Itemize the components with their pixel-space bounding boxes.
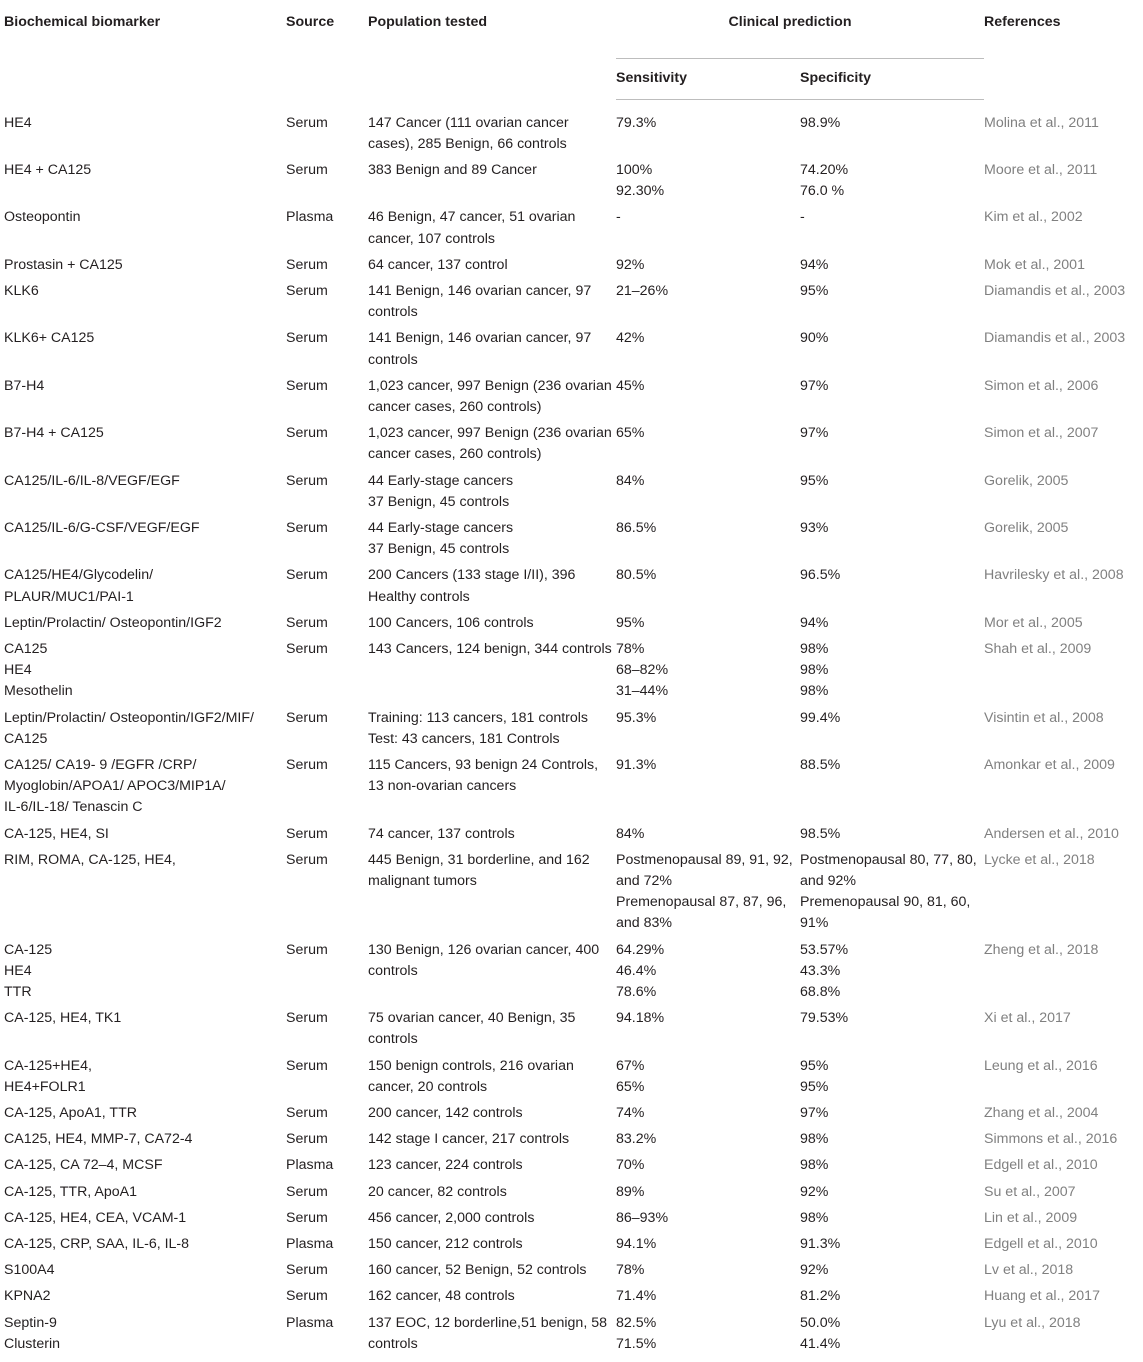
cell-sensitivity: 74% (616, 1105, 645, 1122)
table-body (0, 100, 1143, 1356)
cell-reference: Gorelik, 2005 (984, 472, 1069, 489)
table-row (0, 845, 1143, 935)
cell-population: 20 cancer, 82 controls (368, 1183, 507, 1200)
cell-biomarker: RIM, ROMA, CA-125, HE4, (4, 851, 176, 868)
cell-population: 74 cancer, 137 controls (368, 825, 515, 842)
header-row (0, 0, 1143, 59)
table-row (0, 202, 1143, 249)
cell-population: 456 cancer, 2,000 controls (368, 1209, 535, 1226)
cell-biomarker: Leptin/Prolactin/ Osteopontin/IGF2/MIF/ CA125 (4, 709, 254, 747)
cell-source: Serum (286, 282, 328, 299)
cell-sensitivity: 94.1% (616, 1236, 657, 1253)
cell-population: 160 cancer, 52 Benign, 52 controls (368, 1262, 587, 1279)
cell-reference: Moore et al., 2011 (984, 161, 1098, 178)
cell-population: 130 Benign, 126 ovarian cancer, 400 controls (368, 941, 600, 979)
cell-reference: Edgell et al., 2010 (984, 1236, 1098, 1253)
cell-source: Serum (286, 1010, 328, 1027)
cell-population: 142 stage I cancer, 217 controls (368, 1131, 570, 1148)
cell-specificity: - (800, 209, 805, 226)
cell-population: 141 Benign, 146 ovarian cancer, 97 controls (368, 330, 592, 368)
cell-sensitivity: 79.3% (616, 115, 657, 131)
cell-biomarker: CA-125, CRP, SAA, IL-6, IL-8 (4, 1236, 190, 1253)
cell-reference: Edgell et al., 2010 (984, 1157, 1098, 1174)
cell-population: 150 cancer, 212 controls (368, 1236, 523, 1253)
cell-source: Serum (286, 1057, 328, 1074)
cell-reference: Lv et al., 2018 (984, 1262, 1074, 1279)
cell-population: 1,023 cancer, 997 Benign (236 ovarian cancer cases, 260 controls) (368, 425, 612, 463)
cell-population: 141 Benign, 146 ovarian cancer, 97 controls (368, 282, 592, 321)
cell-population: 100 Cancers, 106 controls (368, 614, 534, 631)
cell-specificity: 96.5% (800, 567, 841, 584)
table-row (0, 634, 1143, 703)
table-row (0, 466, 1143, 513)
cell-reference: Lyu et al., 2018 (984, 1314, 1081, 1331)
cell-specificity: 97% (800, 377, 829, 394)
cell-source: Serum (286, 567, 328, 584)
cell-specificity: 92% (800, 1262, 829, 1279)
cell-source: Serum (286, 640, 328, 657)
table-header (0, 0, 1143, 100)
cell-biomarker: CA125/IL-6/IL-8/VEGF/EGF (4, 472, 180, 489)
cell-source: Serum (286, 1288, 328, 1305)
table-row (0, 750, 1143, 819)
cell-sensitivity: 67% 65% (616, 1057, 645, 1095)
cell-sensitivity: 89% (616, 1183, 645, 1200)
cell-biomarker: B7-H4 + CA125 (4, 425, 104, 442)
cell-biomarker: CA-125+HE4, HE4+FOLR1 (4, 1057, 92, 1095)
cell-specificity: 98% (800, 1157, 829, 1174)
cell-reference: Lin et al., 2009 (984, 1209, 1078, 1226)
cell-sensitivity: 91.3% (616, 756, 657, 773)
table-row (0, 560, 1143, 607)
cell-source: Serum (286, 709, 328, 726)
cell-biomarker: KLK6+ CA125 (4, 330, 95, 347)
cell-sensitivity: 65% (616, 425, 645, 442)
cell-population: 200 cancer, 142 controls (368, 1105, 523, 1122)
cell-sensitivity: 100% 92.30% (616, 161, 665, 200)
table-row (0, 935, 1143, 1004)
cell-reference: Simon et al., 2006 (984, 377, 1099, 394)
cell-biomarker: Septin-9 Clusterin (4, 1314, 60, 1352)
cell-source: Serum (286, 941, 328, 958)
cell-sensitivity: Postmenopausal 89, 91, 92, and 72% Premenopausal 87, 87, 96, and 83% (616, 851, 793, 932)
cell-sensitivity: 45% (616, 377, 645, 394)
cell-source: Serum (286, 1262, 328, 1279)
cell-biomarker: Prostasin + CA125 (4, 256, 123, 273)
table-row (0, 1229, 1143, 1255)
cell-specificity: 92% (800, 1183, 829, 1200)
cell-sensitivity: 78% (616, 1262, 645, 1279)
cell-sensitivity: 95.3% (616, 709, 657, 726)
cell-specificity: 99.4% (800, 709, 841, 726)
cell-reference: Simon et al., 2007 (984, 425, 1099, 442)
cell-population: 1,023 cancer, 997 Benign (236 ovarian cancer cases, 260 controls) (368, 377, 612, 415)
cell-source: Plasma (286, 1236, 334, 1253)
cell-biomarker: HE4 (4, 114, 32, 131)
cell-biomarker: Leptin/Prolactin/ Osteopontin/IGF2 (4, 614, 222, 631)
cell-source: Serum (286, 1131, 328, 1148)
cell-population: 383 Benign and 89 Cancer (368, 161, 537, 178)
cell-specificity: 74.20% 76.0 % (800, 161, 849, 200)
cell-reference: Andersen et al., 2010 (984, 825, 1119, 842)
cell-source: Serum (286, 472, 328, 489)
cell-biomarker: S100A4 (4, 1262, 55, 1279)
cell-reference: Diamandis et al., 2003 (984, 282, 1126, 299)
table-row (0, 100, 1143, 155)
cell-specificity: 97% (800, 1105, 829, 1122)
table-row (0, 1203, 1143, 1229)
table-row (0, 703, 1143, 750)
cell-specificity: 94% (800, 614, 829, 631)
cell-specificity: Postmenopausal 80, 77, 80, and 92% Premenopausal 90, 81, 60, 91% (800, 851, 977, 932)
cell-population: 143 Cancers, 124 benign, 344 controls (368, 640, 612, 657)
cell-sensitivity: 78% 68–82% 31–44% (616, 640, 669, 700)
cell-population: Training: 113 cancers, 181 controls Test: 43 cancers, 181 Controls (368, 709, 589, 747)
cell-reference: Visintin et al., 2008 (984, 709, 1104, 726)
cell-sensitivity: 83.2% (616, 1131, 657, 1148)
cell-population: 44 Early-stage cancers 37 Benign, 45 controls (368, 472, 514, 510)
header-population: Population tested (368, 14, 488, 30)
cell-source: Plasma (286, 209, 334, 226)
cell-specificity: 91.3% (800, 1236, 841, 1253)
cell-biomarker: CA-125, HE4, CEA, VCAM-1 (4, 1209, 187, 1226)
cell-specificity: 95% 95% (800, 1057, 829, 1095)
cell-specificity: 98% 98% 98% (800, 640, 829, 700)
cell-specificity: 98.9% (800, 115, 841, 131)
cell-reference: Gorelik, 2005 (984, 519, 1069, 536)
cell-sensitivity: 95% (616, 614, 645, 631)
cell-source: Serum (286, 1105, 328, 1122)
cell-source: Serum (286, 425, 328, 442)
cell-biomarker: HE4 + CA125 (4, 161, 92, 178)
table-row (0, 276, 1143, 323)
cell-source: Serum (286, 756, 328, 773)
cell-biomarker: CA125, HE4, MMP-7, CA72-4 (4, 1131, 193, 1148)
cell-specificity: 81.2% (800, 1288, 841, 1305)
cell-biomarker: KPNA2 (4, 1288, 51, 1305)
cell-sensitivity: 82.5% 71.5% (616, 1314, 657, 1352)
cell-reference: Simmons et al., 2016 (984, 1131, 1118, 1148)
cell-source: Serum (286, 256, 328, 273)
cell-specificity: 90% (800, 330, 829, 347)
cell-source: Serum (286, 825, 328, 842)
cell-population: 200 Cancers (133 stage I/II), 396 Healthy controls (368, 567, 576, 605)
cell-biomarker: CA125/HE4/Glycodelin/ PLAUR/MUC1/PAI-1 (4, 567, 154, 605)
cell-sensitivity: 64.29% 46.4% 78.6% (616, 941, 665, 1001)
cell-population: 123 cancer, 224 controls (368, 1157, 523, 1174)
cell-reference: Shah et al., 2009 (984, 640, 1092, 657)
cell-population: 150 benign controls, 216 ovarian cancer, 20 controls (368, 1057, 574, 1095)
cell-sensitivity: 86–93% (616, 1209, 669, 1226)
cell-population: 44 Early-stage cancers 37 Benign, 45 controls (368, 519, 514, 558)
cell-population: 445 Benign, 31 borderline, and 162 malignant tumors (368, 851, 590, 889)
cell-biomarker: CA-125, HE4, SI (4, 825, 109, 842)
cell-reference: Amonkar et al., 2009 (984, 756, 1115, 773)
cell-sensitivity: - (616, 209, 621, 226)
cell-sensitivity: 84% (616, 825, 645, 842)
cell-source: Serum (286, 377, 328, 394)
table-row (0, 819, 1143, 845)
table-row (0, 1051, 1143, 1098)
cell-biomarker: CA-125, HE4, TK1 (4, 1010, 122, 1027)
cell-biomarker: CA-125 HE4 TTR (4, 941, 53, 1001)
cell-biomarker: B7-H4 (4, 377, 45, 394)
cell-population: 137 EOC, 12 borderline,51 benign, 58 controls (368, 1314, 607, 1352)
table-row (0, 155, 1143, 202)
cell-source: Serum (286, 330, 328, 347)
table-row (0, 1124, 1143, 1150)
cell-sensitivity: 94.18% (616, 1010, 665, 1027)
cell-biomarker: CA125/ CA19- 9 /EGFR /CRP/ Myoglobin/APOA1/ APOC3/MIP1A/ IL-6/IL-18/ Tenascin C (4, 756, 226, 816)
cell-source: Serum (286, 851, 328, 868)
table-row (0, 1003, 1143, 1050)
cell-population: 75 ovarian cancer, 40 Benign, 35 controls (368, 1010, 576, 1048)
cell-specificity: 98% (800, 1209, 829, 1226)
cell-specificity: 88.5% (800, 756, 841, 773)
cell-reference: Diamandis et al., 2003 (984, 330, 1126, 347)
cell-reference: Kim et al., 2002 (984, 209, 1083, 226)
header-biomarker: Biochemical biomarker (4, 14, 161, 30)
cell-source: Serum (286, 114, 328, 131)
cell-source: Plasma (286, 1157, 334, 1174)
cell-specificity: 97% (800, 425, 829, 442)
cell-sensitivity: 42% (616, 330, 645, 347)
header-source: Source (286, 14, 335, 30)
cell-specificity: 79.53% (800, 1010, 849, 1027)
cell-sensitivity: 21–26% (616, 282, 669, 299)
table-row (0, 1098, 1143, 1124)
cell-reference: Havrilesky et al., 2008 (984, 567, 1124, 584)
cell-source: Serum (286, 519, 328, 536)
header-sensitivity: Sensitivity (616, 59, 800, 100)
table-row (0, 250, 1143, 276)
cell-specificity: 50.0% 41.4% (800, 1314, 841, 1352)
cell-specificity: 98.5% (800, 825, 841, 842)
cell-specificity: 98% (800, 1131, 829, 1148)
table-row (0, 1255, 1143, 1281)
cell-population: 147 Cancer (111 ovarian cancer cases), 285 Benign, 66 controls (368, 114, 569, 152)
cell-sensitivity: 84% (616, 472, 645, 489)
table-row (0, 1177, 1143, 1203)
cell-biomarker: Osteopontin (4, 209, 81, 226)
cell-source: Serum (286, 1209, 328, 1226)
cell-source: Plasma (286, 1314, 334, 1331)
cell-specificity: 93% (800, 519, 829, 536)
cell-biomarker: CA-125, ApoA1, TTR (4, 1105, 138, 1122)
cell-biomarker: CA125/IL-6/G-CSF/VEGF/EGF (4, 519, 200, 536)
cell-reference: Xi et al., 2017 (984, 1010, 1071, 1027)
cell-sensitivity: 92% (616, 256, 645, 273)
table-row (0, 1308, 1143, 1355)
cell-sensitivity: 70% (616, 1157, 645, 1174)
cell-reference: Lycke et al., 2018 (984, 851, 1095, 868)
table-row (0, 323, 1143, 370)
cell-reference: Molina et al., 2011 (984, 114, 1099, 131)
cell-source: Serum (286, 1183, 328, 1200)
cell-reference: Su et al., 2007 (984, 1183, 1076, 1200)
table-row (0, 1150, 1143, 1176)
table-row (0, 1281, 1143, 1307)
cell-reference: Zhang et al., 2004 (984, 1105, 1099, 1122)
cell-population: 46 Benign, 47 cancer, 51 ovarian cancer, 107 controls (368, 209, 576, 247)
cell-biomarker: KLK6 (4, 282, 39, 299)
cell-specificity: 94% (800, 256, 829, 273)
header-clinical-prediction: Clinical prediction (616, 0, 984, 59)
cell-sensitivity: 86.5% (616, 519, 657, 536)
cell-population: 64 cancer, 137 control (368, 256, 508, 273)
cell-specificity: 53.57% 43.3% 68.8% (800, 941, 849, 1001)
cell-source: Serum (286, 161, 328, 178)
cell-sensitivity: 80.5% (616, 567, 657, 584)
cell-population: 162 cancer, 48 controls (368, 1288, 515, 1305)
cell-specificity: 95% (800, 472, 829, 489)
cell-sensitivity: 71.4% (616, 1288, 657, 1305)
table-row (0, 608, 1143, 634)
cell-biomarker: CA-125, TTR, ApoA1 (4, 1183, 138, 1200)
cell-specificity: 95% (800, 282, 829, 299)
table-row (0, 513, 1143, 560)
header-references: References (984, 14, 1061, 30)
cell-reference: Zheng et al., 2018 (984, 941, 1099, 958)
cell-biomarker: CA-125, CA 72–4, MCSF (4, 1157, 163, 1174)
cell-reference: Mor et al., 2005 (984, 614, 1083, 631)
table-row (0, 418, 1143, 465)
cell-reference: Mok et al., 2001 (984, 256, 1085, 273)
cell-source: Serum (286, 614, 328, 631)
cell-population: 115 Cancers, 93 benign 24 Controls, 13 non-ovarian cancers (368, 756, 599, 795)
cell-reference: Huang et al., 2017 (984, 1288, 1100, 1305)
header-specificity: Specificity (800, 59, 984, 100)
cell-biomarker: CA125 HE4 Mesothelin (4, 640, 73, 700)
cell-reference: Leung et al., 2016 (984, 1057, 1098, 1074)
table-row (0, 371, 1143, 418)
